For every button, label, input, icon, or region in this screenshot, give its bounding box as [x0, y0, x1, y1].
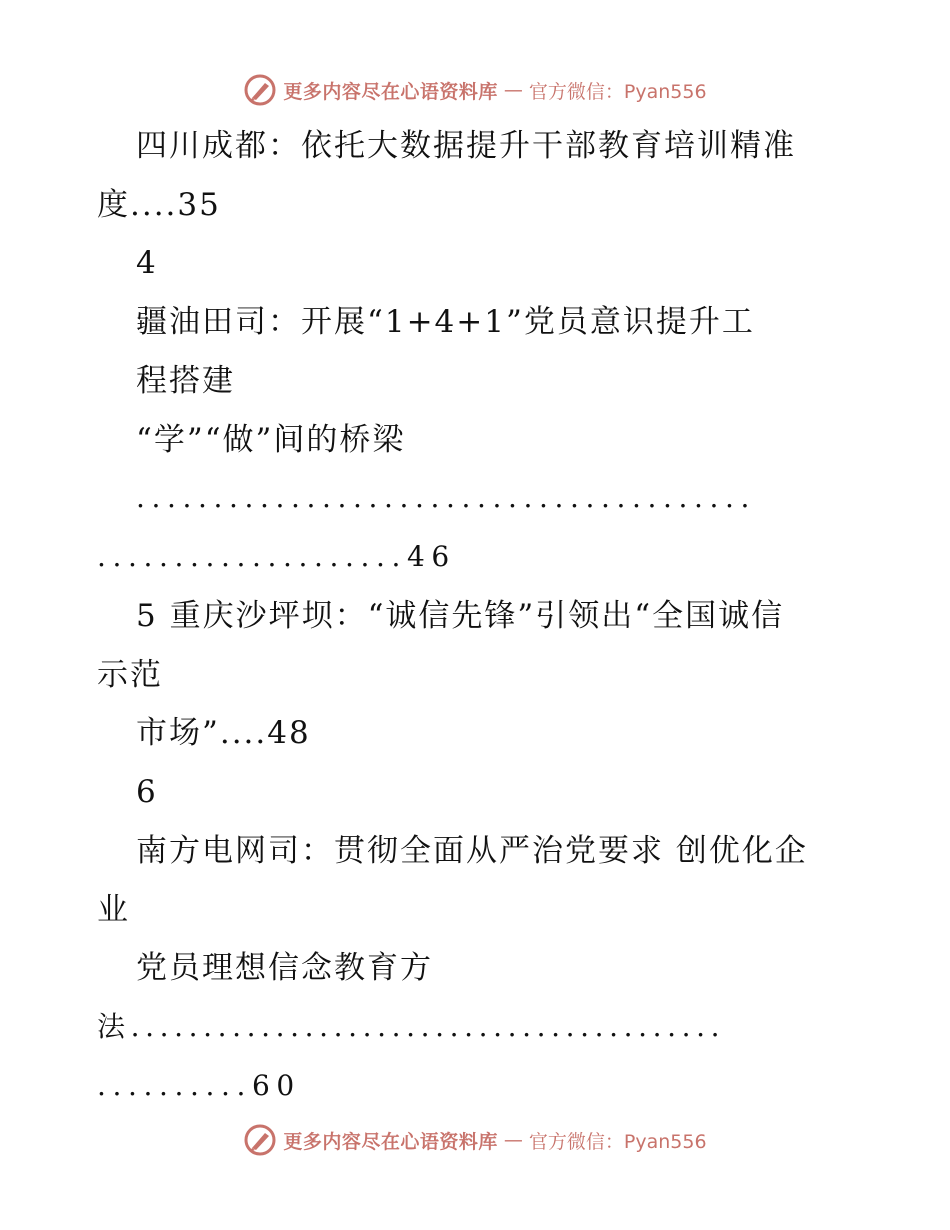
header-watermark [0, 70, 950, 110]
toc-entry-xinjiang-page: ....................46 [97, 540, 456, 573]
watermark-contact: 官方微信：Pyan556 [528, 1130, 707, 1153]
watermark-contact: 官方微信：Pyan556 [528, 80, 707, 103]
toc-entry-xinjiang-title: 疆油田司：开展“1+4+1”党员意识提升工 [136, 304, 755, 340]
toc-entry-chongqing-page: 市场”....48 [136, 715, 311, 751]
toc-entry-csg-dot-leader: 法......................................... [97, 1010, 726, 1043]
toc-entry-number-4: 4 [136, 245, 158, 281]
toc-entry-sichuan-title: 四川成都：依托大数据提升干部教育培训精准 [136, 128, 796, 164]
pen-logo-icon [243, 1123, 277, 1157]
watermark-text: 更多内容尽在心语资料库 [283, 80, 498, 103]
watermark-text: 更多内容尽在心语资料库 [283, 1130, 498, 1153]
pen-logo-icon [243, 73, 277, 107]
watermark-separator: — [503, 79, 523, 101]
toc-entry-sichuan-page: 度....35 [97, 187, 221, 223]
toc-entry-csg-subtitle: 党员理想信念教育方 [136, 950, 433, 986]
toc-dot-leader: ........................................ [136, 481, 757, 514]
toc-entry-csg-title-cont: 业 [97, 892, 130, 928]
toc-entry-xinjiang-subtitle: “学”“做”间的桥梁 [136, 422, 406, 458]
toc-entry-chongqing-title-cont: 示范 [97, 657, 163, 693]
toc-entry-number-6: 6 [136, 774, 158, 810]
watermark-separator: — [503, 1129, 523, 1151]
toc-entry-xinjiang-title-cont: 程搭建 [136, 363, 235, 399]
toc-entry-csg-page: ..........60 [97, 1069, 301, 1102]
toc-entry-chongqing-title: 5 重庆沙坪坝：“诚信先锋”引领出“全国诚信 [136, 598, 785, 634]
footer-watermark [0, 1120, 950, 1160]
toc-entry-csg-title: 南方电网司：贯彻全面从严治党要求 创优化企 [136, 833, 808, 869]
